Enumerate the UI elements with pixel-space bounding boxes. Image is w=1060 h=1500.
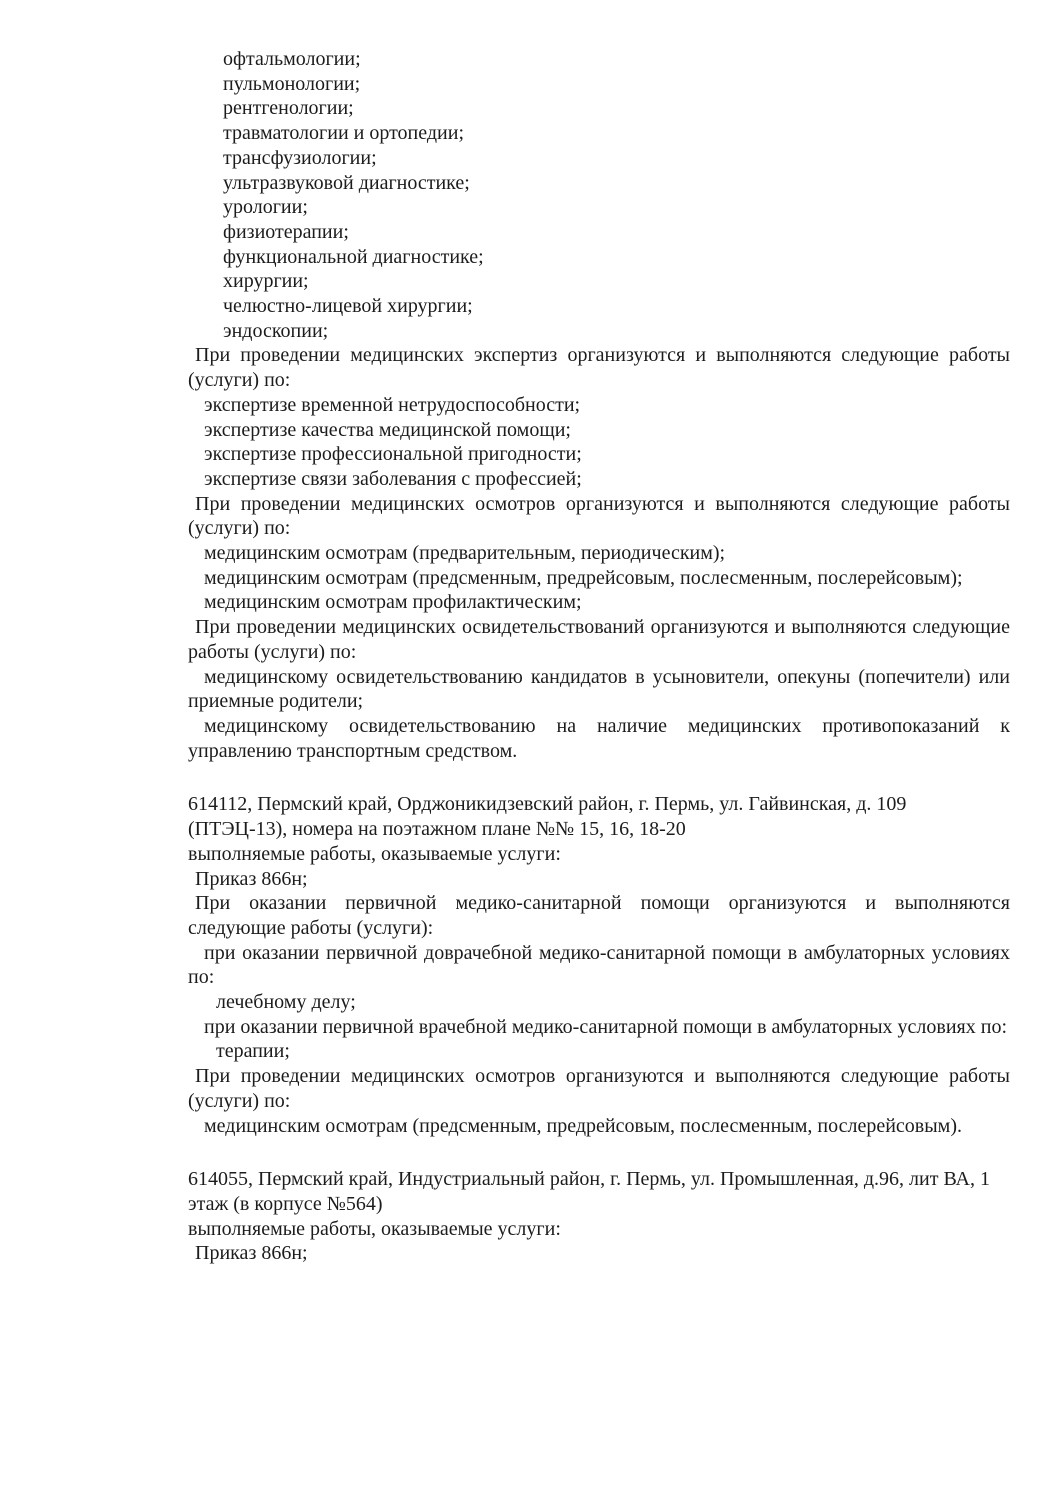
document-page-content bbox=[188, 47, 1010, 1266]
document-line: пульмонологии; bbox=[223, 72, 361, 95]
document-line: при оказании первичной врачебной медико-санитарной помощи в амбулаторных условиях по: bbox=[204, 1015, 1008, 1038]
document-line: челюстно-лицевой хирургии; bbox=[223, 295, 473, 318]
document-line: экспертизе временной нетрудоспособности; bbox=[204, 393, 581, 416]
document-line: ультразвуковой диагностике; bbox=[223, 171, 470, 194]
document-line: экспертизе профессиональной пригодности; bbox=[204, 443, 582, 466]
document-line: функциональной диагностике; bbox=[223, 245, 484, 268]
document-line: медицинским осмотрам (предсменным, предрейсовым, послесменным, послерейсовым). bbox=[204, 1114, 962, 1137]
document-line: медицинскому освидетельствованию на наличие медицинских противопоказаний к управлению транспортным средством. bbox=[188, 714, 1010, 762]
document-line: При оказании первичной медико-санитарной помощи организуются и выполняются следующие работы (услуги): bbox=[188, 892, 1010, 939]
document-line: офтальмологии; bbox=[223, 48, 361, 70]
document-line: урологии; bbox=[223, 196, 308, 219]
document-line: При проведении медицинских экспертиз организуются и выполняются следующие работы (услуги) по: bbox=[188, 344, 1010, 392]
document-line: при оказании первичной доврачебной медико-санитарной помощи в амбулаторных условиях по: bbox=[188, 941, 1010, 989]
document-line: медицинским осмотрам профилактическим; bbox=[204, 591, 582, 614]
document-line: выполняемые работы, оказываемые услуги: bbox=[188, 1217, 561, 1240]
document-line: 614055, Пермский край, Индустриальный район, г. Пермь, ул. Промышленная, д.96, лит ВА, 1 этаж (в корпусе №564) bbox=[188, 1168, 991, 1215]
document-line: медицинскому освидетельствованию кандидатов в усыновители, опекуны (попечители) или приемные родители; bbox=[188, 665, 1010, 713]
document-line: медицинским осмотрам (предсменным, предрейсовым, послесменным, послерейсовым); bbox=[204, 566, 963, 589]
document-line: травматологии и ортопедии; bbox=[223, 122, 465, 145]
document-line: терапии; bbox=[216, 1040, 290, 1063]
document-line: 614112, Пермский край, Орджоникидзевский район, г. Пермь, ул. Гайвинская, д. 109 (ПТЭЦ-13), номера на поэтажном плане №№ 15, 16, 18-20 bbox=[188, 793, 907, 841]
document-line: медицинским осмотрам (предварительным, периодическим); bbox=[204, 542, 726, 565]
document-line: При проведении медицинских осмотров организуются и выполняются следующие работы (услуги) по: bbox=[188, 492, 1010, 540]
document-line: эндоскопии; bbox=[223, 319, 329, 342]
blank-line bbox=[188, 763, 1010, 792]
document-line: хирургии; bbox=[223, 270, 309, 293]
document-line: трансфузиологии; bbox=[223, 146, 377, 169]
document-line: экспертизе качества медицинской помощи; bbox=[204, 418, 571, 441]
document-line: Приказ 866н; bbox=[195, 867, 308, 890]
document-line: экспертизе связи заболевания с профессией; bbox=[204, 467, 582, 490]
document-line: При проведении медицинских освидетельствований организуются и выполняются следующие работы (услуги) по: bbox=[188, 616, 1010, 663]
document-line: При проведении медицинских осмотров организуются и выполняются следующие работы (услуги) по: bbox=[188, 1065, 1010, 1112]
document-line: рентгенологии; bbox=[223, 97, 354, 120]
document-line: Приказ 866н; bbox=[195, 1242, 308, 1265]
document-line: выполняемые работы, оказываемые услуги: bbox=[188, 842, 561, 865]
document-line: лечебному делу; bbox=[216, 991, 356, 1014]
blank-line bbox=[188, 1138, 1010, 1167]
document-line: физиотерапии; bbox=[223, 220, 349, 243]
